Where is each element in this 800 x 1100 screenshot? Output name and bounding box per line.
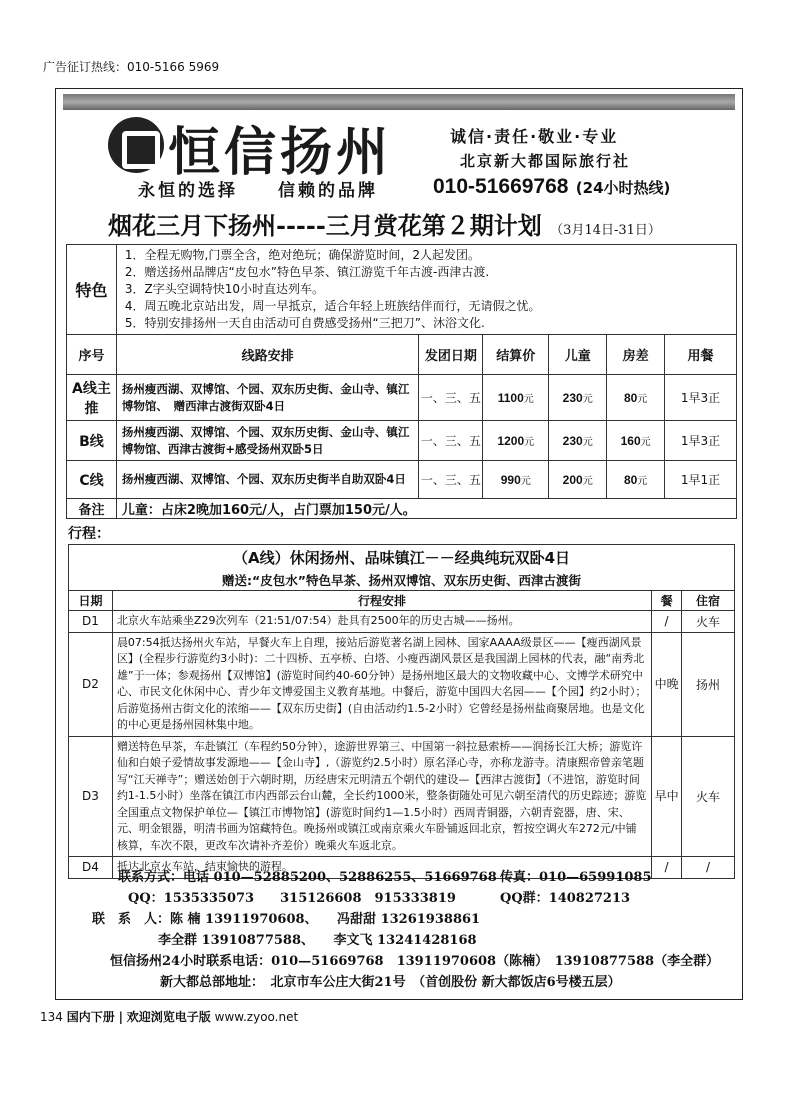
- agency-name: 北京新大都国际旅行社: [460, 152, 631, 170]
- price-value: 230: [562, 391, 583, 405]
- feature-item: 2．赠送扬州品牌店“皮包水”特色早茶、镇江游览千年古渡-西津古渡.: [124, 265, 490, 279]
- day-stay: 火车: [682, 611, 735, 633]
- route-plan: 扬州瘦西湖、双博馆、个园、双东历史街、金山寺、镇江博物馆、西津古渡街+感受扬州双卧5日: [116, 421, 418, 461]
- feature-item: 3．Z字头空调特快10小时直达列车。: [124, 282, 325, 296]
- note-text: 儿童：占床2晚加160元/人，占门票加150元/人。: [116, 499, 736, 519]
- day-meal: /: [652, 611, 682, 633]
- day-stay: 扬州: [682, 632, 735, 736]
- settle-price: [483, 375, 549, 421]
- day-label: D3: [69, 736, 113, 857]
- price-value: 80: [623, 473, 638, 487]
- table-row: [67, 375, 737, 421]
- headquarters-address: 新大都总部地址： 北京市车公庄大街21号 （首创股份 新大都饭店6号楼五层）: [160, 975, 621, 990]
- day-label: D2: [69, 632, 113, 736]
- itinerary-heading: （A线）休闲扬州、品味镇江－－经典纯玩双卧4日: [69, 545, 735, 571]
- col-header: 行程安排: [112, 591, 651, 611]
- day-plan: 赠送特色早茶，车赴镇江（车程约50分钟），途游世界第三、中国第一斜拉悬索桥——润扬长江大桥；游览许仙和白娘子爱情故事发源地——【金山寺】,（游览约2.5小时）原名泽心寺，亦称龙游寺。清康熙帝曾亲笔题写“江天禅寺”；赠送始创于六朝时期，历经唐宋元明清五个朝代的建设—【西津古渡街】（不进馆，游览时间约1-1.5小时）坐落在镇江市内西部云台山麓，全长约1000米，整条街随处可见六朝至清代的历史踪迹；游览全国重点文物保护单位—【镇江市博物馆】(游览时间约1—1.5小时）西周青铜器，六朝青瓷器，唐、宋、元、明金银器，明清书画为馆藏特色。晚扬州或镇江或南京乘火车卧铺返回北京，暂按空调火车272元/中铺核算，车次不限，更改车次请补齐差价）晚乘火车返北京。: [112, 736, 651, 857]
- currency: 元: [637, 476, 648, 487]
- day-stay: /: [682, 857, 735, 879]
- departure-days: 一、三、五: [419, 461, 483, 499]
- col-header: 儿童: [549, 335, 607, 375]
- itinerary-table: [68, 544, 735, 879]
- contact-qq: QQ：1535335073 315126608 915333819: [128, 891, 456, 906]
- route-plan: 扬州瘦西湖、双博馆、个园、双东历史街、金山寺、镇江博物馆、 赠西津古渡街双卧4日: [116, 375, 418, 421]
- price-value: 990: [500, 473, 521, 487]
- currency: 元: [582, 437, 593, 448]
- note-label: 备注: [67, 499, 117, 519]
- itinerary-heading-row: [69, 545, 735, 571]
- brand-slogan: 永恒的选择 信赖的品牌: [138, 181, 378, 201]
- brand-logo-icon: [108, 117, 164, 173]
- col-header: 用餐: [665, 335, 737, 375]
- page-footer: [40, 1008, 298, 1025]
- day-meal: 早中: [652, 736, 682, 857]
- contact-24h: 恒信扬州24小时联系电话：010—51669768 13911970608（陈楠） 13910877588（李全群）: [110, 954, 720, 969]
- day-plan: 北京火车站乘坐Z29次列车（21:51/07:54）赴具有2500年的历史古城——扬州。: [112, 611, 651, 633]
- route-id: A线主推: [67, 375, 117, 421]
- col-header: 房差: [607, 335, 665, 375]
- col-header: 餐: [652, 591, 682, 611]
- footer-divider: |: [118, 1010, 123, 1024]
- title-main: 烟花三月下扬州-----三月赏花第２期计划: [108, 211, 542, 240]
- price-value: 230: [562, 434, 583, 448]
- table-row: [69, 736, 735, 857]
- feature-item: 4．周五晚北京站出发，周一早抵京，适合年轻上班族结伴而行，无请假之忧。: [124, 299, 541, 313]
- hotline-number: 010-51669768: [433, 175, 569, 198]
- itinerary-header-row: [69, 591, 735, 611]
- brand-hotline: [433, 174, 670, 199]
- ad-hotline: 广告征订热线：010-5166 5969: [43, 60, 220, 74]
- price-value: 80: [623, 391, 638, 405]
- room-diff: [607, 461, 665, 499]
- footer-section: 国内下册: [66, 1010, 115, 1024]
- currency: 元: [640, 437, 651, 448]
- col-header: 日期: [69, 591, 113, 611]
- contact-persons: 联 系 人：陈 楠 13911970608、 冯甜甜 13261938861: [92, 912, 481, 927]
- feature-item: 5．特别安排扬州一天自由活动可自费感受扬州“三把刀”、沐浴文化.: [124, 316, 485, 330]
- departure-days: 一、三、五: [419, 375, 483, 421]
- note-row: [67, 499, 737, 519]
- features-label: 特色: [67, 245, 117, 335]
- currency: 元: [524, 437, 535, 448]
- meals: 1早3正: [665, 421, 737, 461]
- table-row: [69, 611, 735, 633]
- table-row: [67, 421, 737, 461]
- child-price: [549, 421, 607, 461]
- currency: 元: [520, 476, 531, 487]
- price-table: [66, 244, 737, 519]
- day-plan: 晨07:54抵达扬州火车站，早餐火车上自理，接站后游览著名湖上园林、国家AAAA级景区——【瘦西湖风景区】(全程步行游览约3小时)：二十四桥、五亭桥、白塔、小瘦西湖风景区是我国湖上园林的代表，融“南秀北雄”于一体；参观扬州【双博馆】(游览时间约40-60分钟）是扬州地区最大的文物收藏中心、文博学术研究中心、市民文化休闲中心、青少年文博爱国主义教育基地。中餐后，游览中国四大名园——【个园】约2小时）；后游览扬州古街文化的浓缩——【双东历史街】(自由活动约1.5-2小时）它曾经是扬州盐商聚居地。也是文化的中心更是扬州园林集中地。: [112, 632, 651, 736]
- day-meal: /: [652, 857, 682, 879]
- col-header: 发团日期: [419, 335, 483, 375]
- brand-logo-text: 恒信扬州: [168, 122, 393, 183]
- page-title: [108, 206, 661, 241]
- table-row: [67, 461, 737, 499]
- settle-price: [483, 421, 549, 461]
- itinerary-label: 行程：: [68, 526, 110, 542]
- features-row: [67, 245, 737, 335]
- footer-url: www.zyoo.net: [214, 1010, 299, 1024]
- room-diff: [607, 375, 665, 421]
- meals: 1早1正: [665, 461, 737, 499]
- currency: 元: [637, 394, 648, 405]
- col-header: 序号: [67, 335, 117, 375]
- day-plan: 抵达北京火车站，结束愉快的游程。: [112, 857, 651, 879]
- day-label: D1: [69, 611, 113, 633]
- footer-site: 欢迎浏览电子版: [126, 1010, 211, 1024]
- room-diff: [607, 421, 665, 461]
- banner-bar: [63, 94, 735, 110]
- title-dates: （3月14日-31日）: [550, 223, 661, 238]
- contact-qq-group: QQ群：140827213: [500, 891, 631, 906]
- col-header: 线路安排: [116, 335, 418, 375]
- meals: 1早3正: [665, 375, 737, 421]
- price-value: 1100: [497, 391, 524, 405]
- itinerary-subheading: 赠送:“皮包水”特色早茶、扬州双博馆、双东历史街、西津古渡街: [69, 571, 735, 591]
- route-id: B线: [67, 421, 117, 461]
- col-header: 结算价: [483, 335, 549, 375]
- features-list: [116, 245, 736, 335]
- col-header: 住宿: [682, 591, 735, 611]
- price-header-row: [67, 335, 737, 375]
- currency: 元: [582, 476, 593, 487]
- route-plan: 扬州瘦西湖、双博馆、个园、双东历史街半自助双卧4日: [116, 461, 418, 499]
- child-price: [549, 375, 607, 421]
- child-price: [549, 461, 607, 499]
- route-id: C线: [67, 461, 117, 499]
- departure-days: 一、三、五: [419, 421, 483, 461]
- currency: 元: [523, 394, 534, 405]
- contact-phone: 联系方式：电话 010—52885200、52886255、51669768: [118, 870, 497, 885]
- price-value: 1200: [497, 434, 525, 448]
- brand-motto: 诚信·责任·敬业·专业: [450, 127, 619, 146]
- price-value: 200: [562, 473, 583, 487]
- table-row: [69, 632, 735, 736]
- feature-item: 1．全程无购物,门票全含，绝对绝玩；确保游览时间，2人起发团。: [124, 248, 481, 262]
- settle-price: [483, 461, 549, 499]
- day-stay: 火车: [682, 736, 735, 857]
- hotline-label: (24小时热线): [575, 179, 671, 197]
- day-meal: 中晚: [652, 632, 682, 736]
- contact-persons-2: 李全群 13910877588、 李文飞 13241428168: [158, 933, 477, 948]
- currency: 元: [582, 394, 593, 405]
- page-number: 134: [40, 1010, 63, 1024]
- day-label: D4: [69, 857, 113, 879]
- itinerary-subheading-row: [69, 571, 735, 591]
- contact-fax: 传真：010—65991085: [500, 870, 652, 885]
- price-value: 160: [620, 434, 641, 448]
